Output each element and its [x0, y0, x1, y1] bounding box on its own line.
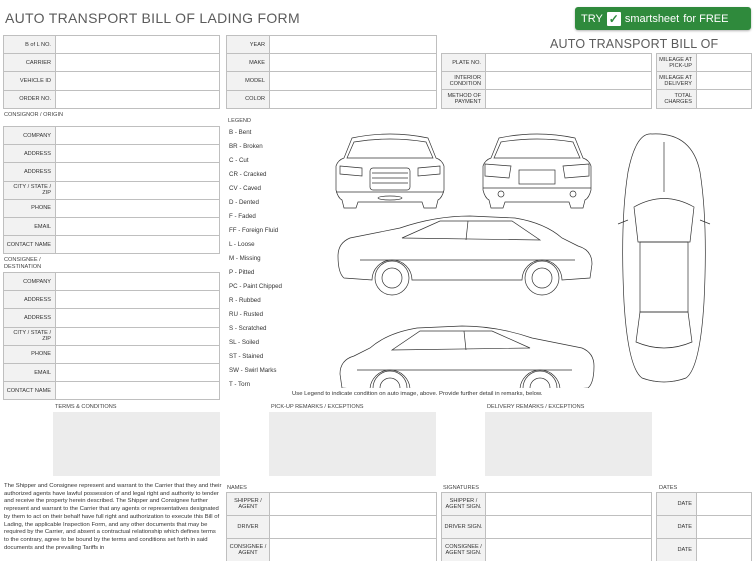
legend-item: D - Dented [229, 199, 259, 206]
field-label: CONTACT NAME [4, 236, 56, 254]
legend-item: SW - Swirl Marks [229, 367, 277, 374]
field-label: DRIVER [227, 516, 270, 539]
field-label: COLOR [227, 90, 270, 108]
model-field[interactable] [270, 72, 437, 90]
try-smartsheet-button[interactable] [575, 7, 751, 30]
interior-condition-field[interactable] [486, 72, 652, 90]
field-label: COMPANY [4, 127, 56, 145]
driver-date-field[interactable] [697, 516, 752, 539]
names-heading: NAMES [227, 485, 247, 491]
field-label: ADDRESS [4, 291, 56, 309]
field-label: CITY / STATE / ZIP [4, 181, 56, 199]
field-label: MILEAGE AT PICK-UP [657, 54, 697, 72]
legend-item: P - Pitted [229, 269, 255, 276]
delivery-remarks-box[interactable] [485, 412, 652, 476]
car-side-view-right-icon [340, 326, 594, 388]
field-label: EMAIL [4, 363, 56, 381]
field-label: EMAIL [4, 217, 56, 235]
payment-method-field[interactable] [486, 90, 652, 108]
legend-item: T - Torn [229, 381, 251, 388]
consignee-date-field[interactable] [697, 539, 752, 561]
field-label: TOTAL CHARGES [657, 90, 697, 108]
legend-heading: LEGEND [228, 118, 252, 124]
signatures-heading: SIGNATURES [443, 485, 479, 491]
legend-item: S - Scratched [229, 325, 267, 332]
vehicle-order-table [3, 35, 220, 109]
legend-item: ST - Stained [229, 353, 264, 360]
make-field[interactable] [270, 54, 437, 72]
consignee-address2-field[interactable] [56, 309, 220, 327]
field-label: CONTACT NAME [4, 382, 56, 400]
consignee-company-field[interactable] [56, 273, 220, 291]
checkmark-icon: ✓ [608, 11, 619, 26]
shipper-name-field[interactable] [270, 493, 437, 516]
year-field[interactable] [270, 36, 437, 54]
field-label: ADDRESS [4, 309, 56, 327]
field-label: B of L NO. [4, 36, 56, 54]
consignee-contact-field[interactable] [56, 382, 220, 400]
names-table [226, 492, 437, 561]
field-label: CONSIGNEE / AGENT [227, 539, 270, 561]
car-rear-view-icon [483, 134, 591, 208]
field-label: ADDRESS [4, 163, 56, 181]
consignor-email-field[interactable] [56, 217, 220, 235]
color-field[interactable] [270, 90, 437, 108]
for-free-label: for FREE [683, 12, 729, 25]
field-label: DRIVER SIGN. [442, 516, 486, 539]
consignor-table [3, 126, 220, 254]
field-label: ADDRESS [4, 145, 56, 163]
field-label: METHOD OF PAYMENT [442, 90, 486, 108]
delivery-remarks-heading: DELIVERY REMARKS / EXCEPTIONS [487, 404, 585, 410]
legend-item: FF - Foreign Fluid [229, 227, 279, 234]
legend-item: L - Loose [229, 241, 255, 248]
shipper-signature-field[interactable] [486, 493, 652, 516]
legend-item: F - Faded [229, 213, 256, 220]
terms-text: The Shipper and Consignee represent and warrant to the Carrier that they and their authorized agents have lawful possession of and legal right and authority to tender and receive the property herein described. The Shipper and Consignee further represent and warrant to the Carrier that any agents or representatives designated by them to act on their behalf have full right and authorization to execute this Bill of Lading, the applicable Inspection Form, and any other documents that may be required by the Carrier, and absent a contractual relationship which defines terms to the contrary, agree to be bound by the terms and conditions set forth in said documents and the prevailing Tariffs in [4, 483, 222, 551]
field-label: CARRIER [4, 54, 56, 72]
legend-item: CR - Cracked [229, 171, 267, 178]
dates-table [656, 492, 752, 561]
field-label: DATE [657, 539, 697, 561]
driver-name-field[interactable] [270, 516, 437, 539]
consignor-company-field[interactable] [56, 127, 220, 145]
legend-item: CV - Caved [229, 185, 261, 192]
field-label: ORDER NO. [4, 90, 56, 108]
page-title: AUTO TRANSPORT BILL OF LADING FORM [5, 10, 300, 26]
consignee-address-field[interactable] [56, 291, 220, 309]
legend-item: M - Missing [229, 255, 261, 262]
driver-signature-field[interactable] [486, 516, 652, 539]
try-label: TRY [581, 12, 603, 25]
order-number-field[interactable] [56, 90, 220, 108]
dates-heading: DATES [659, 485, 678, 491]
field-label: MODEL [227, 72, 270, 90]
field-label: DATE [657, 493, 697, 516]
vehicle-details-table [226, 35, 437, 109]
consignee-city-field[interactable] [56, 327, 220, 345]
field-label: PLATE NO. [442, 54, 486, 72]
carrier-field[interactable] [56, 54, 220, 72]
legend-item: PC - Paint Chipped [229, 283, 282, 290]
legend-item: BR - Broken [229, 143, 263, 150]
consignee-name-field[interactable] [270, 539, 437, 561]
field-label: SHIPPER / AGENT SIGN. [442, 493, 486, 516]
field-label: VEHICLE ID [4, 72, 56, 90]
field-label: PHONE [4, 345, 56, 363]
pickup-remarks-box[interactable] [269, 412, 436, 476]
field-label: CITY / STATE / ZIP [4, 327, 56, 345]
legend-item: SL - Soiled [229, 339, 260, 346]
field-label: DATE [657, 516, 697, 539]
field-label: COMPANY [4, 273, 56, 291]
consignee-phone-field[interactable] [56, 345, 220, 363]
mileage-charges-table [656, 53, 752, 109]
field-label: CONSIGNEE / AGENT SIGN. [442, 539, 486, 561]
brand-label: smartsheet [624, 12, 680, 25]
field-label: INTERIOR CONDITION [442, 72, 486, 90]
consignor-address-field[interactable] [56, 145, 220, 163]
consignor-phone-field[interactable] [56, 199, 220, 217]
form-subtitle: AUTO TRANSPORT BILL OF [550, 37, 719, 51]
terms-heading: TERMS & CONDITIONS [55, 404, 117, 410]
car-diagram[interactable] [330, 128, 755, 388]
legend-note: Use Legend to indicate condition on auto image, above. Provide further detail in remarks, below. [292, 391, 543, 397]
field-label: PHONE [4, 199, 56, 217]
legend-item: C - Cut [229, 157, 249, 164]
consignee-heading: CONSIGNEE / DESTINATION [4, 257, 42, 270]
mileage-pickup-field[interactable] [697, 54, 752, 72]
consignor-address2-field[interactable] [56, 163, 220, 181]
total-charges-field[interactable] [697, 90, 752, 108]
vehicle-condition-table [441, 53, 652, 109]
terms-box[interactable] [53, 412, 220, 476]
car-top-view-icon [618, 134, 710, 382]
bol-number-field[interactable] [56, 36, 220, 54]
consignor-heading: CONSIGNOR / ORIGIN [4, 112, 64, 118]
vehicle-id-field[interactable] [56, 72, 220, 90]
consignee-signature-field[interactable] [486, 539, 652, 561]
plate-number-field[interactable] [486, 54, 652, 72]
field-label: MILEAGE AT DELIVERY [657, 72, 697, 90]
field-label: MAKE [227, 54, 270, 72]
legend-item: R - Rubbed [229, 297, 261, 304]
shipper-date-field[interactable] [697, 493, 752, 516]
consignee-email-field[interactable] [56, 363, 220, 381]
consignor-city-field[interactable] [56, 181, 220, 199]
legend-item: RU - Rusted [229, 311, 264, 318]
car-side-view-left-icon [338, 216, 592, 295]
signatures-table [441, 492, 652, 561]
consignee-table [3, 272, 220, 400]
consignor-contact-field[interactable] [56, 236, 220, 254]
field-label: SHIPPER / AGENT [227, 493, 270, 516]
legend-item: B - Bent [229, 129, 252, 136]
pickup-remarks-heading: PICK-UP REMARKS / EXCEPTIONS [271, 404, 364, 410]
field-label: YEAR [227, 36, 270, 54]
mileage-delivery-field[interactable] [697, 72, 752, 90]
car-front-view-icon [336, 134, 444, 208]
